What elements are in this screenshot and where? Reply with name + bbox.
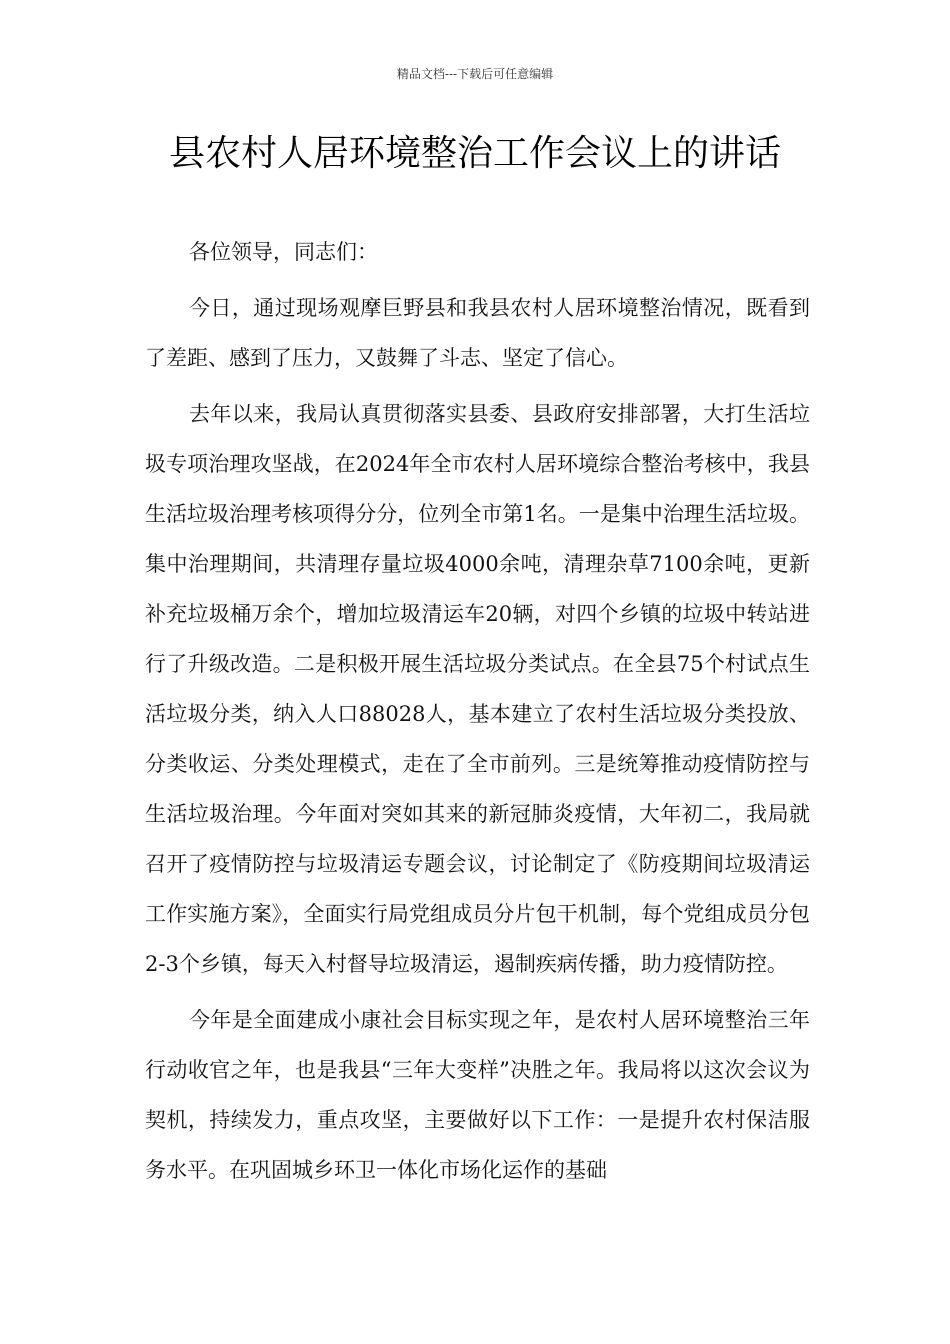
body-paragraph: 去年以来，我局认真贯彻落实县委、县政府安排部署，大打生活垃圾专项治理攻坚战，在2024年全市农村人居环境综合整治考核中，我县生活垃圾治理考核项得分分，位列全市第1名。一是集中治理生活垃圾。集中治理期间，共清理存量垃圾4000余吨，清理杂草7100余吨，更新补充垃圾桶万余个，增加垃圾清运车20辆，对四个乡镇的垃圾中转站进行了升级改造。二是积极开展生活垃圾分类试点。在全县75个村试点生活垃圾分类，纳入人口88028人，基本建立了农村生活垃圾分类投放、分类收运、分类处理模式，走在了全市前列。三是统筹推动疫情防控与生活垃圾治理。今年面对突如其来的新冠肺炎疫情，大年初二，我局就召开了疫情防控与垃圾清运专题会议，讨论制定了《防疫期间垃圾清运工作实施方案》，全面实行局党组成员分片包干机制，每个党组成员分包2-3个乡镇，每天入村督导垃圾清运，遏制疾病传播，助力疫情防控。 [145, 402, 810, 976]
header-note: 精品文档---下载后可任意编辑 [396, 67, 554, 81]
body-paragraph: 今年是全面建成小康社会目标实现之年，是农村人居环境整治三年行动收官之年，也是我县“三年大变样”决胜之年。我局将以这次会议为契机，持续发力，重点攻坚，主要做好以下工作：一是提升农村保洁服务水平。在巩固城乡环卫一体化市场化运作的基础 [145, 1008, 810, 1182]
document-title: 县农村人居环境整治工作会议上的讲话 [168, 133, 781, 174]
body-paragraph: 今日，通过现场观摩巨野县和我县农村人居环境整治情况，既看到了差距、感到了压力，又鼓舞了斗志、坚定了信心。 [145, 296, 810, 370]
salutation-paragraph: 各位领导，同志们： [189, 240, 378, 264]
document-body [145, 227, 810, 1201]
